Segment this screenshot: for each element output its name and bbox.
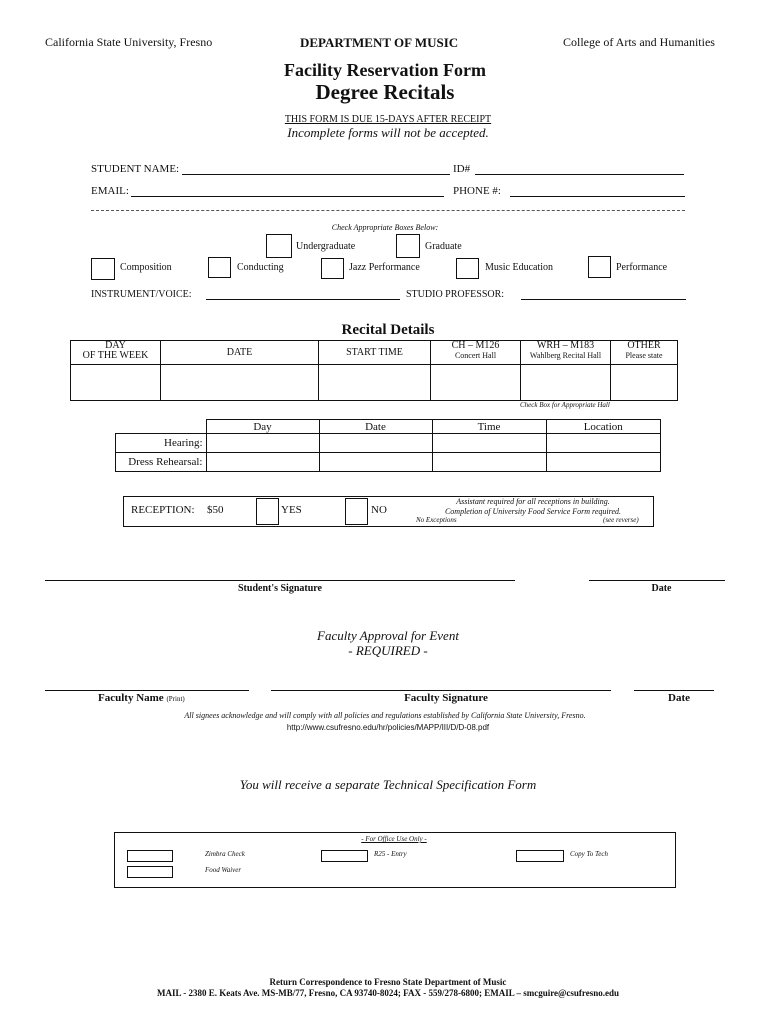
form-subtitle: Degree Recitals [315,80,455,104]
due-notice: THIS FORM IS DUE 15-DAYS AFTER RECEIPT [284,114,492,125]
hearing-date[interactable] [319,434,432,453]
food-waiver-label: Food Waiver [205,866,242,874]
phone-field[interactable] [510,196,685,197]
graduate-label: Graduate [425,241,462,252]
zimbra-check-label: Zimbra Check [205,850,245,858]
food-waiver-box[interactable] [127,866,173,878]
student-date-line[interactable] [589,580,725,581]
email-field[interactable] [131,196,444,197]
policy-url[interactable]: http://www.csufresno.edu/hr/policies/MAPP/III/D/D-08.pdf [286,723,490,732]
header-time: Time [432,420,546,434]
jazz-performance-label: Jazz Performance [349,262,420,273]
recital-details-title: Recital Details [341,322,435,338]
header-university: California State University, Fresno [45,35,213,49]
header-department: DEPARTMENT OF MUSIC [300,35,459,50]
undergraduate-label: Undergraduate [296,241,356,252]
hearing-label: Hearing: [116,434,207,453]
header-college: College of Arts and Humanities [563,35,715,49]
faculty-date-line[interactable] [634,690,714,691]
student-signature-label: Student's Signature [237,583,322,594]
faculty-name-line[interactable] [45,690,249,691]
col-day: DAY OF THE WEEK [71,341,161,365]
reception-no-label: NO [371,504,387,516]
jazz-performance-checkbox[interactable] [321,258,344,279]
faculty-approval-title: Faculty Approval for Event [317,628,459,643]
student-name-field[interactable] [182,174,450,175]
other-cell[interactable] [611,365,678,401]
student-date-label: Date [651,583,672,594]
composition-label: Composition [120,262,172,273]
col-wahlberg-hall: WRH – M183 Wahlberg Recital Hall [521,341,611,365]
rehearsal-day[interactable] [206,453,319,472]
col-other: OTHER Please state [611,341,678,365]
rehearsal-location[interactable] [546,453,661,472]
instrument-label: INSTRUMENT/VOICE: [91,289,192,300]
faculty-name-label: Faculty Name (Print) [98,692,185,704]
zimbra-check-box[interactable] [127,850,173,862]
hearing-day[interactable] [206,434,319,453]
performance-label: Performance [616,262,668,273]
r25-entry-label: R25 - Entry [374,850,407,858]
performance-checkbox[interactable] [588,256,611,278]
reception-yes-checkbox[interactable] [256,498,279,525]
faculty-signature-line[interactable] [271,690,611,691]
reception-label: RECEPTION: [131,504,195,516]
tech-spec-note: You will receive a separate Technical Specification Form [239,777,537,792]
conducting-label: Conducting [237,262,284,273]
graduate-checkbox[interactable] [396,234,420,258]
start-time-cell[interactable] [319,365,431,401]
col-date: DATE [161,341,319,365]
undergraduate-checkbox[interactable] [266,234,292,258]
professor-field[interactable] [521,299,686,300]
divider [91,210,685,211]
office-use-title: - For Office Use Only - [361,835,427,843]
instrument-field[interactable] [206,299,400,300]
recital-table [70,340,678,401]
rehearsal-time[interactable] [432,453,546,472]
phone-label: PHONE #: [453,185,501,197]
email-label: EMAIL: [91,185,129,197]
wahlberg-hall-cell[interactable] [521,365,611,401]
reception-yes-label: YES [281,504,302,516]
music-education-label: Music Education [485,262,554,273]
music-education-checkbox[interactable] [456,258,479,279]
check-prompt: Check Appropriate Boxes Below: [331,223,439,232]
reception-note-3: No Exceptions [416,516,457,524]
student-signature-line[interactable] [45,580,515,581]
incomplete-warning: Incomplete forms will not be accepted. [287,125,489,140]
schedule-table [115,419,661,472]
faculty-approval-required: - REQUIRED - [348,643,428,658]
reception-price: $50 [207,504,224,516]
day-cell[interactable] [71,365,161,401]
footer-return: Return Correspondence to Fresno State Department of Music [269,977,507,987]
copy-to-tech-label: Copy To Tech [570,850,608,858]
date-cell[interactable] [161,365,319,401]
rehearsal-date[interactable] [319,453,432,472]
student-name-label: STUDENT NAME: [91,163,180,175]
reception-note-4: (see reverse) [603,516,639,524]
policy-statement: All signees acknowledge and will comply with all policies and regulations established by California State University, Fresno. [184,711,586,720]
reception-note-1: Assistant required for all receptions in building. [456,497,610,506]
r25-entry-box[interactable] [321,850,368,862]
composition-checkbox[interactable] [91,258,115,280]
header-day: Day [206,420,319,434]
form-title: Facility Reservation Form [284,60,486,80]
header-location: Location [546,420,661,434]
conducting-checkbox[interactable] [208,257,231,278]
faculty-signature-label: Faculty Signature [404,692,488,704]
copy-to-tech-box[interactable] [516,850,564,862]
col-concert-hall: CH – M126 Concert Hall [431,341,521,365]
hearing-time[interactable] [432,434,546,453]
rehearsal-label: Dress Rehearsal: [116,453,207,472]
faculty-date-label: Date [668,692,690,704]
student-id-field[interactable] [475,174,684,175]
reception-note-2: Completion of University Food Service Form required. [444,507,622,516]
reception-no-checkbox[interactable] [345,498,368,525]
hearing-location[interactable] [546,434,661,453]
header-date: Date [319,420,432,434]
concert-hall-cell[interactable] [431,365,521,401]
professor-label: STUDIO PROFESSOR: [406,289,505,300]
hall-note: Check Box for Appropriate Hall [520,401,610,409]
footer-contact: MAIL - 2380 E. Keats Ave. MS-MB/77, Fresno, CA 93740-8024; FAX - 559/278-6800; EMAIL – smcguire@csufresno.edu [156,988,619,998]
col-start-time: START TIME [319,341,431,365]
student-id-label: ID# [453,163,471,175]
